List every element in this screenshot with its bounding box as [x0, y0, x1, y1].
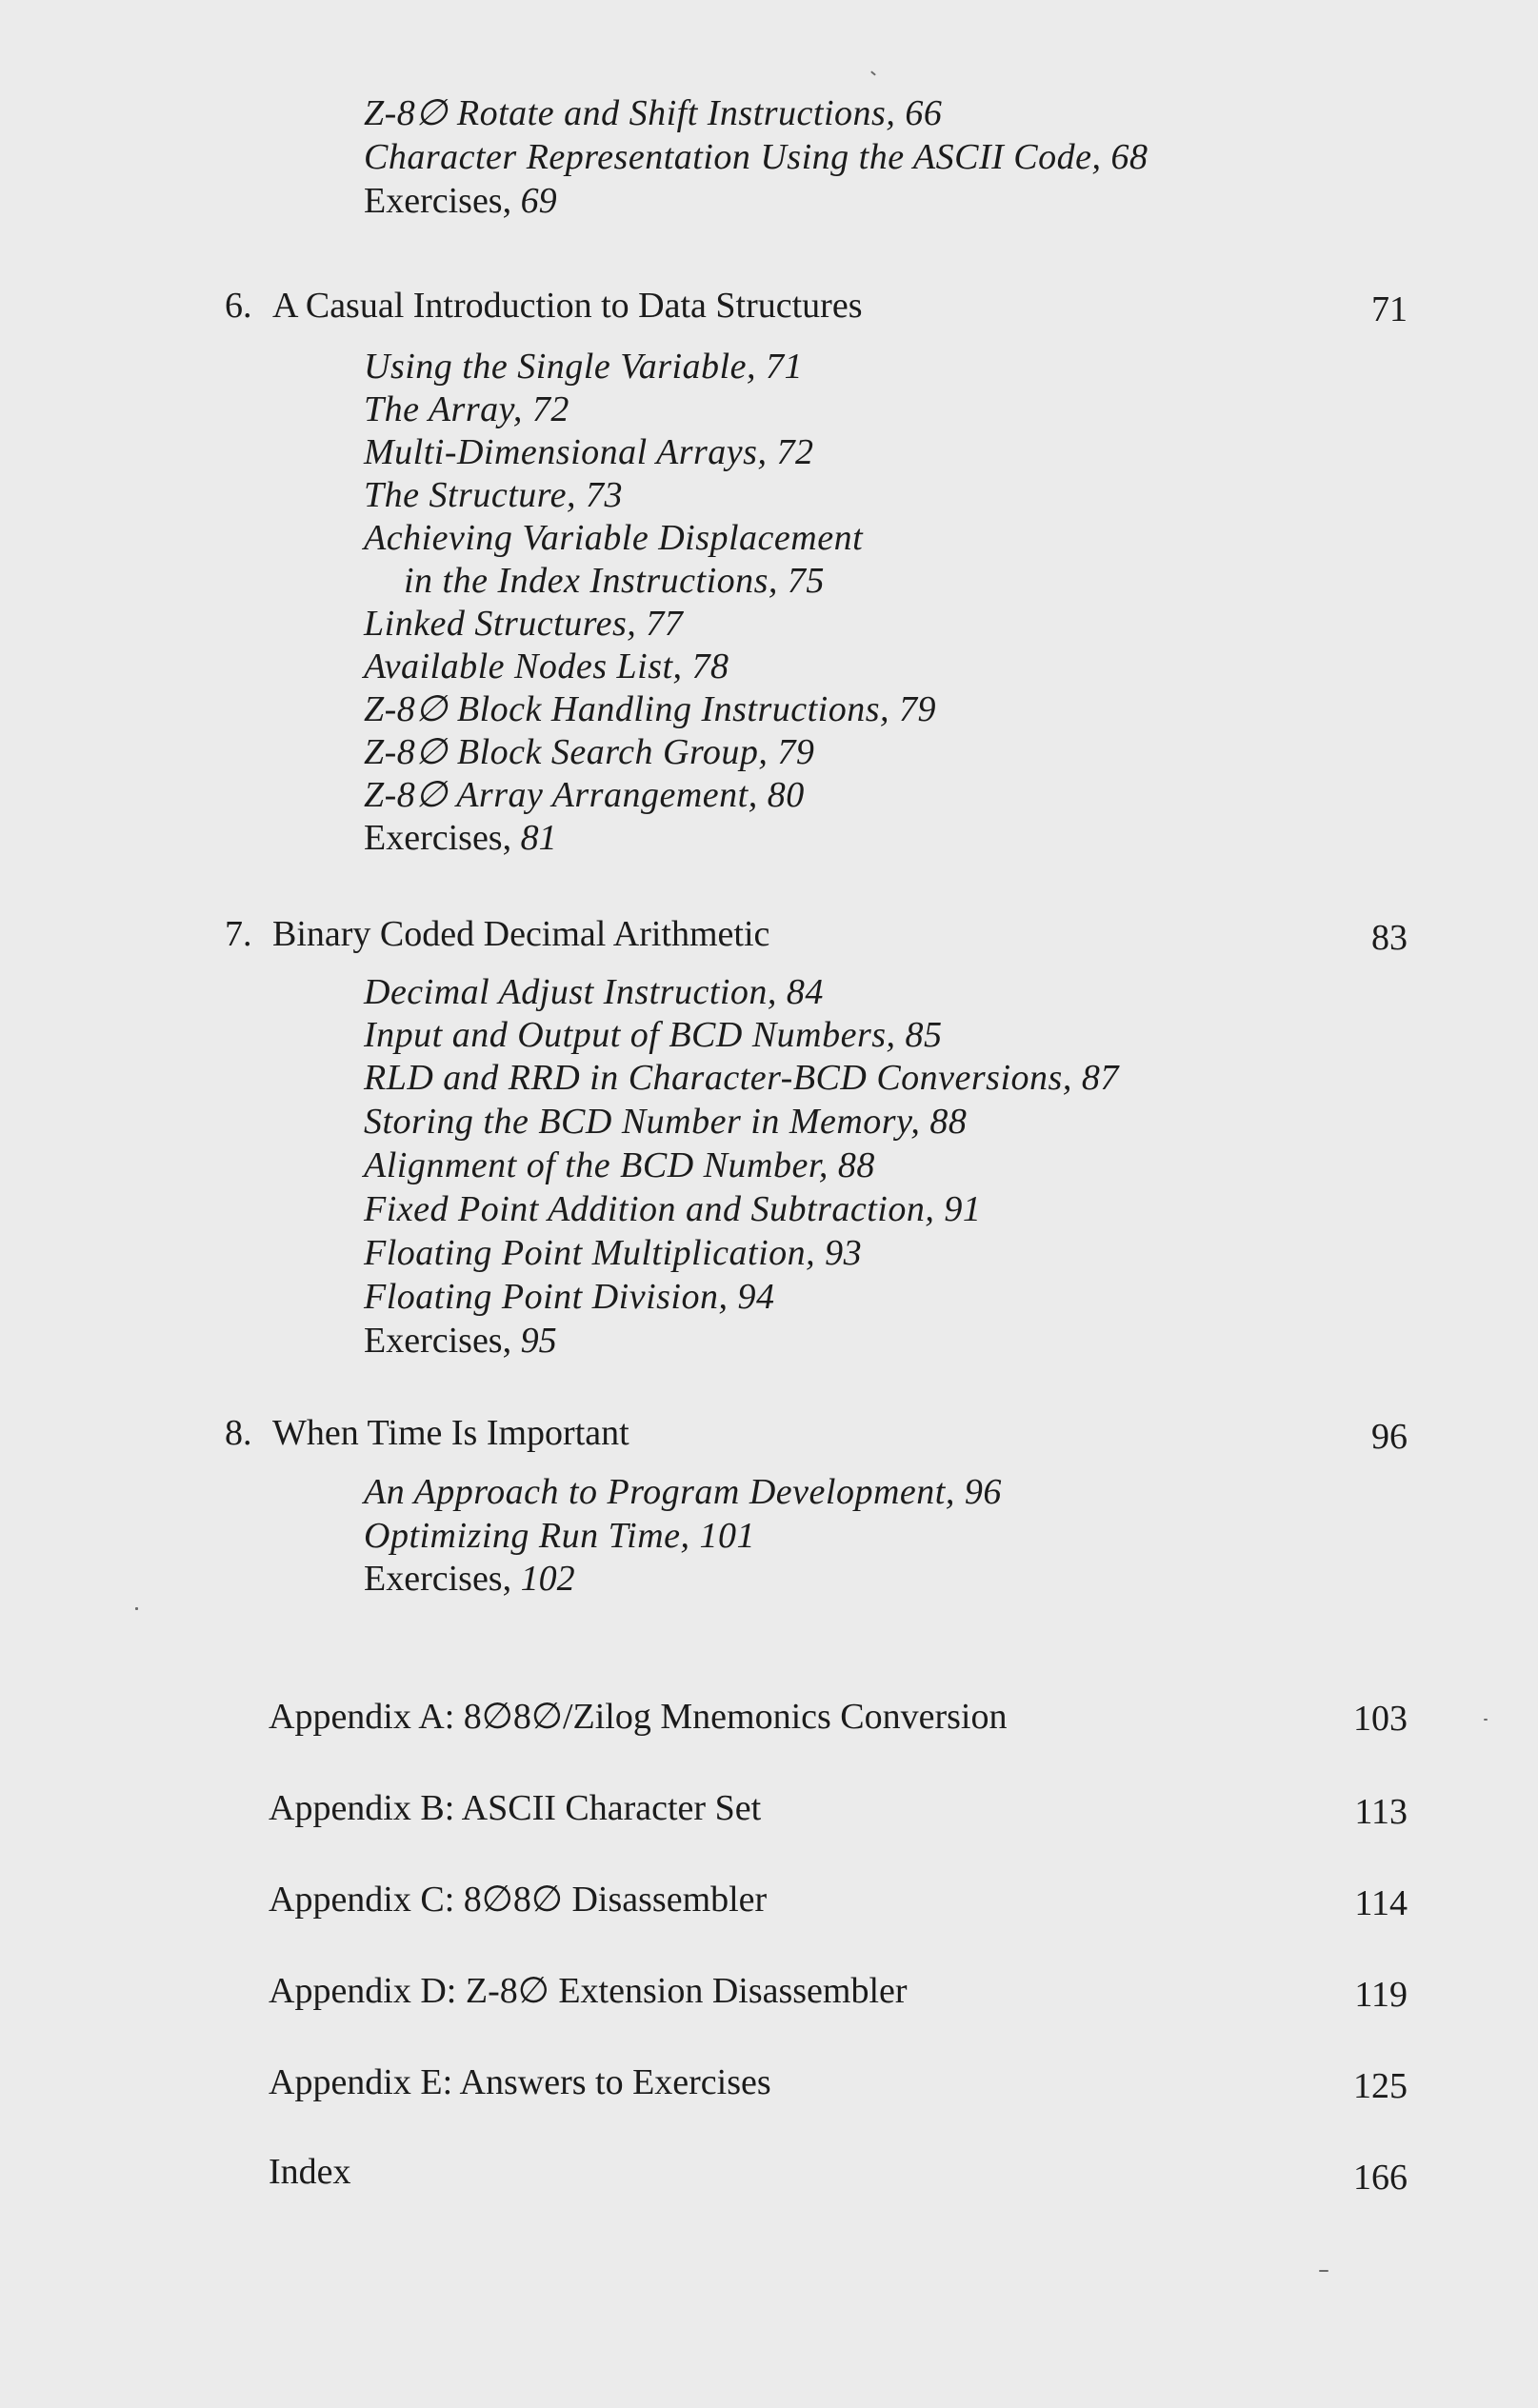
appendix-c-page: 114 — [1354, 1883, 1408, 1923]
toc-exercises — [364, 1557, 575, 1601]
scan-speck — [135, 1607, 138, 1610]
toc-entry: Z-8∅ Block Search Group, 79 — [364, 732, 815, 772]
toc-entry: Optimizing Run Time, 101 — [364, 1516, 756, 1556]
exercises-label: Exercises, — [364, 1559, 512, 1599]
toc-exercises — [364, 179, 557, 223]
toc-exercises — [364, 816, 557, 860]
exercises-label: Exercises, — [364, 818, 512, 858]
toc-entry: Linked Structures, 77 — [364, 604, 684, 644]
toc-entry: Using the Single Variable, 71 — [364, 347, 803, 387]
toc-entry: The Structure, 73 — [364, 475, 624, 515]
toc-entry: Character Representation Using the ASCII Code, 68 — [364, 137, 1149, 177]
appendix-b-title: Appendix B: ASCII Character Set — [269, 1788, 762, 1828]
chapter-page: 96 — [1371, 1417, 1408, 1457]
index-title: Index — [269, 2152, 351, 2192]
toc-entry: An Approach to Program Development, 96 — [364, 1472, 1002, 1512]
toc-entry: The Array, 72 — [364, 389, 569, 429]
toc-entry: Z-8∅ Array Arrangement, 80 — [364, 775, 805, 815]
appendix-b-page: 113 — [1354, 1792, 1408, 1832]
chapter-title: Binary Coded Decimal Arithmetic — [272, 914, 770, 954]
toc-entry: Storing the BCD Number in Memory, 88 — [364, 1102, 968, 1142]
chapter-page: 83 — [1371, 918, 1408, 958]
toc-entry: Decimal Adjust Instruction, 84 — [364, 972, 824, 1012]
chapter-title: When Time Is Important — [272, 1413, 629, 1453]
index-page: 166 — [1353, 2158, 1408, 2198]
toc-entry: Floating Point Division, 94 — [364, 1277, 775, 1317]
exercises-page: 95 — [520, 1321, 557, 1361]
toc-entry: Achieving Variable Displacement — [364, 518, 864, 558]
toc-exercises — [364, 1319, 557, 1363]
scan-speck — [1319, 2270, 1328, 2272]
appendix-e-title: Appendix E: Answers to Exercises — [269, 2062, 771, 2102]
toc-entry: Alignment of the BCD Number, 88 — [364, 1145, 875, 1185]
exercises-page: 69 — [520, 181, 557, 221]
exercises-page: 81 — [520, 818, 557, 858]
appendix-a-title: Appendix A: 8∅8∅/Zilog Mnemonics Conversion — [269, 1697, 1008, 1737]
toc-entry: RLD and RRD in Character-BCD Conversions, 87 — [364, 1058, 1119, 1098]
appendix-e-page: 125 — [1353, 2066, 1408, 2106]
toc-entry: Z-8∅ Block Handling Instructions, 79 — [364, 689, 937, 729]
chapter-number: 8. — [225, 1413, 252, 1453]
chapter-number: 7. — [225, 914, 252, 954]
toc-entry: Fixed Point Addition and Subtraction, 91 — [364, 1189, 982, 1229]
appendix-d-page: 119 — [1354, 1975, 1408, 2015]
toc-entry: Input and Output of BCD Numbers, 85 — [364, 1015, 943, 1055]
chapter-page: 71 — [1371, 289, 1408, 329]
exercises-label: Exercises, — [364, 1321, 512, 1361]
toc-entry: Floating Point Multiplication, 93 — [364, 1233, 863, 1273]
scan-speck — [870, 70, 876, 75]
exercises-label: Exercises, — [364, 181, 512, 221]
appendix-d-title: Appendix D: Z-8∅ Extension Disassembler — [269, 1971, 908, 2011]
appendix-c-title: Appendix C: 8∅8∅ Disassembler — [269, 1880, 768, 1920]
scan-speck — [1484, 1719, 1488, 1721]
toc-entry: Z-8∅ Rotate and Shift Instructions, 66 — [364, 93, 943, 133]
toc-entry-continuation: in the Index Instructions, 75 — [404, 561, 825, 601]
toc-entry: Available Nodes List, 78 — [364, 647, 729, 687]
toc-entry: Multi-Dimensional Arrays, 72 — [364, 432, 814, 472]
exercises-page: 102 — [520, 1559, 575, 1599]
chapter-title: A Casual Introduction to Data Structures — [272, 286, 863, 326]
chapter-number: 6. — [225, 286, 252, 326]
appendix-a-page: 103 — [1353, 1699, 1408, 1739]
